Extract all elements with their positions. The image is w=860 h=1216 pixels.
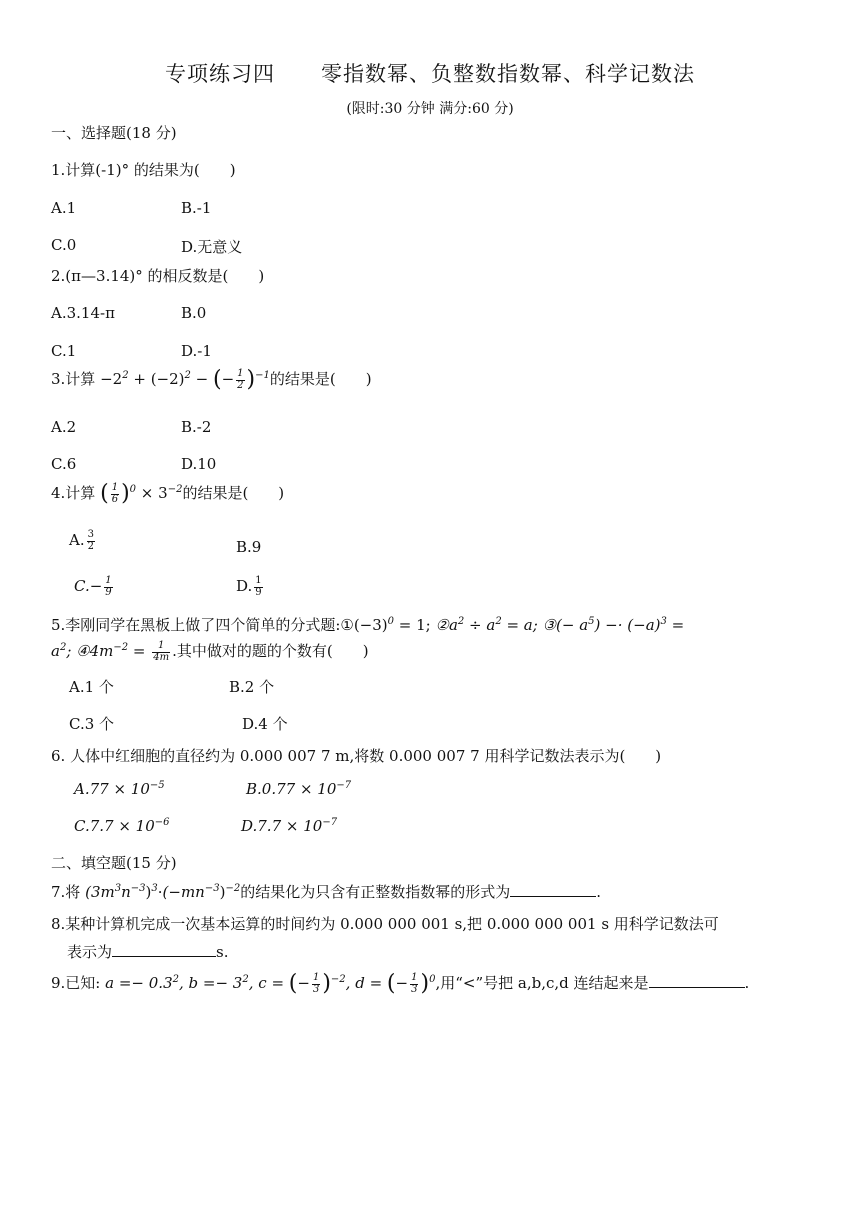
question-4-option-b: B.9 (236, 538, 262, 556)
question-4-prefix: 4.计算 (51, 484, 101, 502)
question-1-stem: 1.计算(-1)° 的结果为( ) (51, 161, 236, 179)
question-4-stem (51, 482, 284, 505)
question-5-option-d: D.4 个 (242, 715, 288, 733)
worksheet-subtitle: (限时:30 分钟 满分:60 分) (346, 101, 514, 117)
question-4-option-a: A. $\frac{3}{2}$ (69, 529, 94, 552)
question-2-option-a: A.3.14-π (51, 304, 115, 322)
question-5-option-c: C.3 个 (69, 715, 115, 733)
question-6-option-b: $B.0.77 \times 10^{-7}$ (246, 780, 352, 798)
question-2-option-b: B.0 (181, 304, 207, 322)
question-8-stem-line1: 8.某种计算机完成一次基本运算的时间约为 0.000 000 001 s,把 0.000 000 001 s 用科学记数法可 (51, 915, 719, 933)
question-5-stem-line2: $a^2$; $④4m^{-2}$ = $\frac{1}{4m}$ .其中做对的题的个数有( ) (51, 640, 369, 663)
question-7-answer-blank[interactable] (510, 882, 596, 897)
question-5-option-b: B.2 个 (229, 678, 275, 696)
question-2-option-c: C.1 (51, 342, 77, 360)
question-1-option-a: A.1 (51, 199, 77, 217)
question-3-stem (51, 368, 372, 391)
question-3-option-b: B.-2 (181, 418, 212, 436)
question-1-option-b: B.-1 (181, 199, 212, 217)
question-4-expression: ( $\frac{1}{6}$ )$^0 \times 3^{-2}$ (100, 481, 183, 506)
question-7-stem: 7.将 $(3m^3n^{-3})^3\cdot(-mn^{-3})^{-2}$的结果化为只含有正整数指数幂的形式为 . (51, 883, 601, 901)
question-5-option-a: A.1 个 (69, 678, 114, 696)
question-8-stem-line2: 表示为 s. (67, 943, 229, 961)
question-3-term1: $-2^2 + (-2)^2$ − (− $\frac{1}{2}$ )$^{-1}$ (100, 367, 270, 392)
question-8-answer-blank[interactable] (112, 942, 216, 957)
question-5-stem-line1: 5.李刚同学在黑板上做了四个简单的分式题$:①(-3)^0 = 1$; $②a^2 \div a^2 = a$; ③(− $a^5) -\cdot (-a)^3$ = (51, 616, 685, 634)
question-6-option-d: $D.7.7 \times 10^{-7}$ (241, 817, 338, 835)
question-1-option-c: C.0 (51, 236, 77, 254)
question-4-suffix: 的结果是( ) (182, 484, 285, 502)
question-6-stem: 6. 人体中红细胞的直径约为 0.000 007 7 m,将数 0.000 007 7 用科学记数法表示为( ) (51, 747, 662, 765)
worksheet-title: 专项练习四 零指数幂、负整数指数幂、科学记数法 (164, 62, 696, 86)
question-9-answer-blank[interactable] (649, 973, 745, 988)
section-heading-choice: 一、选择题(18 分) (51, 124, 177, 142)
question-3-suffix: 的结果是( ) (269, 370, 372, 388)
question-1-option-d: D.无意义 (181, 238, 243, 256)
section-heading-fill: 二、填空题(15 分) (51, 854, 177, 872)
question-2-stem: 2.(π—3.14)° 的相反数是( ) (51, 267, 265, 285)
question-3-prefix: 3.计算 (51, 370, 101, 388)
question-3-option-a: A.2 (51, 418, 77, 436)
question-9-stem: 9.已知: $a =- 0.3^2$, $b =- 3^2$, c = (− $\frac{1}{3}$ )$^{-2}$, d = (− $\frac{1}{3}$ )$^0$,用“<”号把 a,b,c,d 连结起来是 . (51, 971, 750, 996)
question-3-option-d: D.10 (181, 455, 217, 473)
question-2-option-d: D.-1 (181, 342, 212, 360)
question-4-option-d: D. $\frac{1}{9}$ (236, 575, 262, 598)
question-3-fraction: $\frac{1}{2}$ (237, 368, 244, 391)
question-6-option-a: $A.77 \times 10^{-5}$ (74, 780, 165, 798)
question-6-option-c: $C.7.7 \times 10^{-6}$ (74, 817, 170, 835)
question-4-option-c: C.− $\frac{1}{9}$ (74, 575, 112, 598)
question-3-option-c: C.6 (51, 455, 77, 473)
